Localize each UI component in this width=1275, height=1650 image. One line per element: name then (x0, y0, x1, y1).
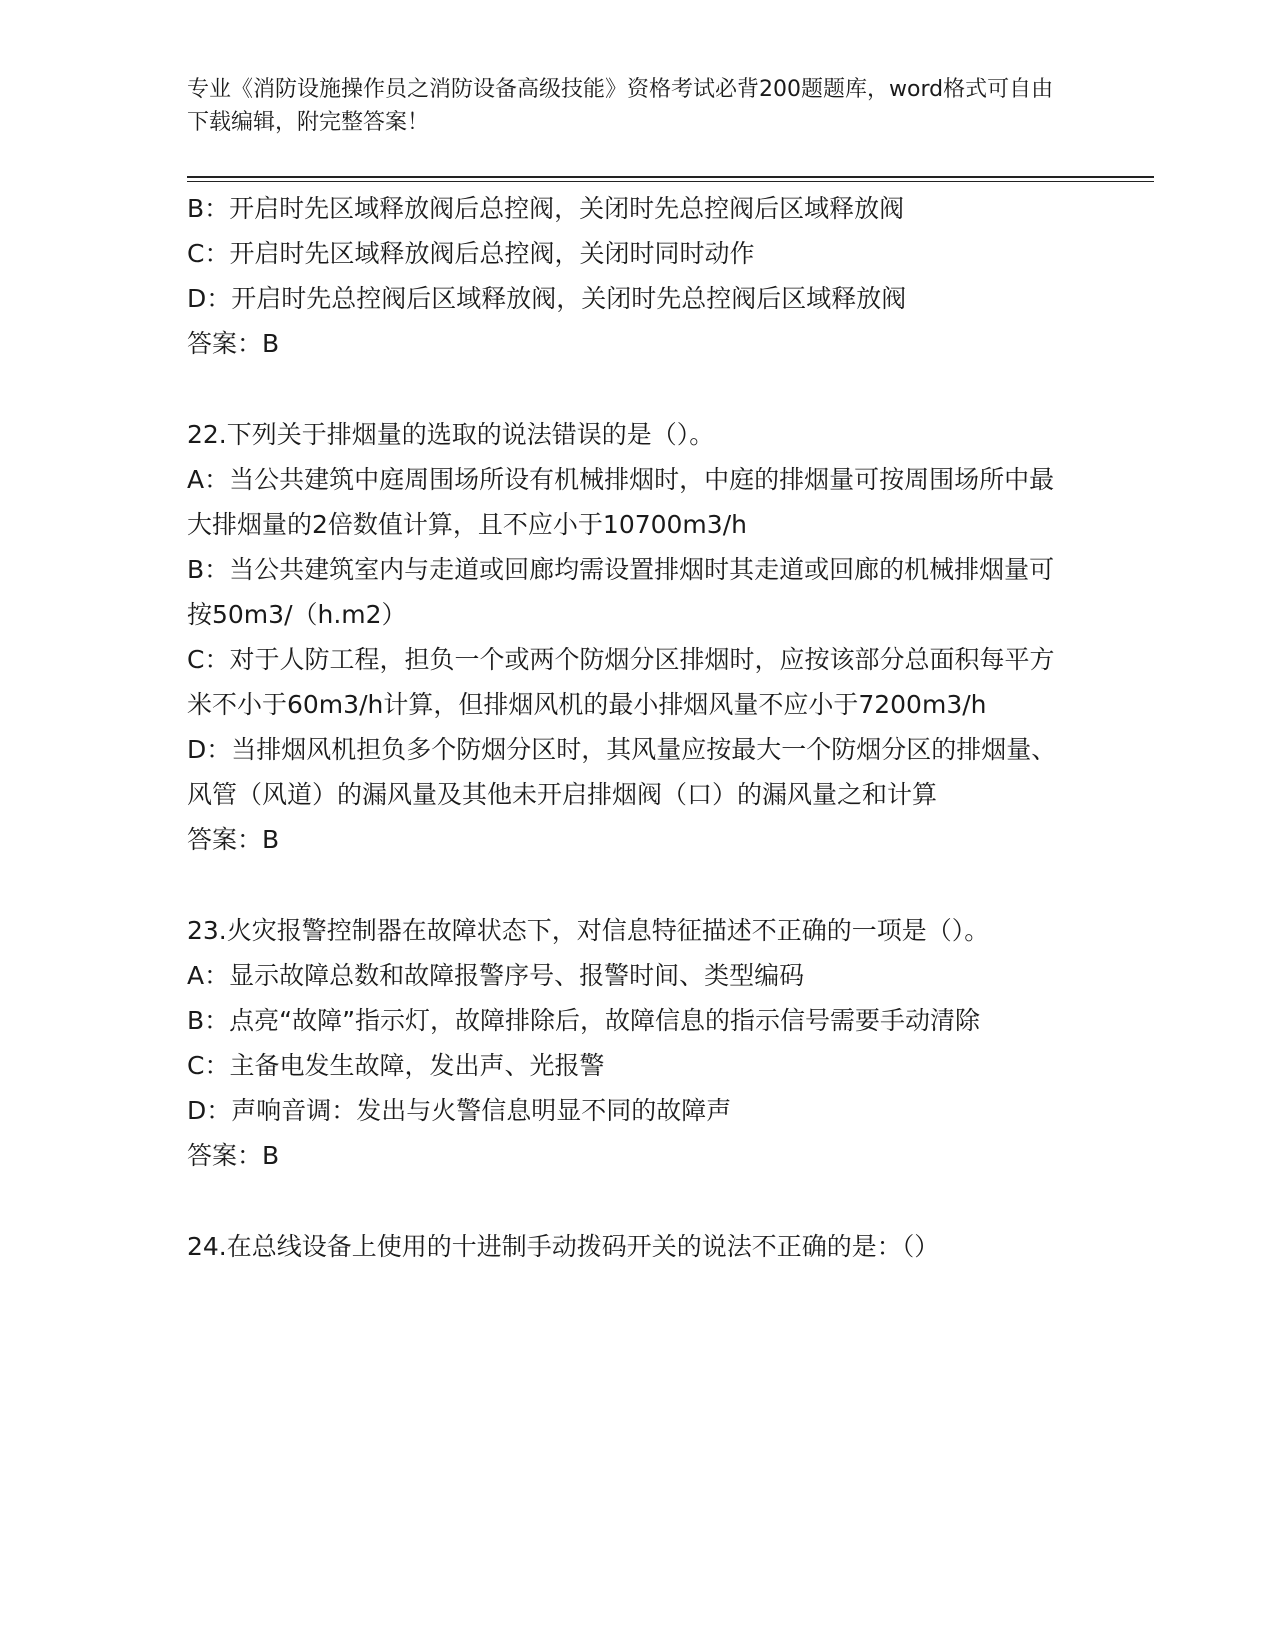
option-c: C：主备电发生故障，发出声、光报警 (187, 1051, 605, 1080)
option-a: A：显示故障总数和故障报警序号、报警时间、类型编码 (187, 961, 805, 990)
question-stem: 22.下列关于排烟量的选取的说法错误的是（）。 (187, 420, 715, 449)
option-d: D：当排烟风机担负多个防烟分区时，其风量应按最大一个防烟分区的排烟量、风管（风道）的漏风量及其他未开启排烟阀（口）的漏风量之和计算 (187, 735, 1057, 809)
header-text: 专业《消防设施操作员之消防设备高级技能》资格考试必背200题题库，word格式可自由下载编辑，附完整答案！ (187, 77, 1054, 135)
option-b: B：当公共建筑室内与走道或回廊均需设置排烟时其走道或回廊的机械排烟量可按50m3/（h.m2） (187, 555, 1055, 629)
question-24 (187, 1224, 1077, 1269)
header-rule-thick (187, 176, 1154, 178)
option-c: C：开启时先区域释放阀后总控阀，关闭时同时动作 (187, 239, 755, 268)
question-21-tail (187, 186, 1077, 366)
answer: 答案：B (187, 329, 280, 358)
option-d: D：声响音调：发出与火警信息明显不同的故障声 (187, 1096, 732, 1125)
option-a: A：当公共建筑中庭周围场所设有机械排烟时，中庭的排烟量可按周围场所中最大排烟量的2倍数值计算，且不应小于10700m3/h (187, 465, 1055, 539)
option-b: B：开启时先区域释放阀后总控阀，关闭时先总控阀后区域释放阀 (187, 194, 905, 223)
option-c: C：对于人防工程，担负一个或两个防烟分区排烟时，应按该部分总面积每平方米不小于60m3/h计算，但排烟风机的最小排烟风量不应小于7200m3/h (187, 645, 1055, 719)
answer: 答案：B (187, 825, 280, 854)
document-header (187, 73, 1067, 139)
option-d: D：开启时先总控阀后区域释放阀，关闭时先总控阀后区域释放阀 (187, 284, 907, 313)
question-content (187, 186, 1077, 1269)
option-b: B：点亮“故障”指示灯，故障排除后，故障信息的指示信号需要手动清除 (187, 1006, 981, 1035)
header-rule-thin (187, 181, 1154, 182)
answer: 答案：B (187, 1141, 280, 1170)
question-23 (187, 908, 1077, 1178)
question-stem: 24.在总线设备上使用的十进制手动拨码开关的说法不正确的是：（） (187, 1232, 940, 1261)
question-22 (187, 412, 1077, 862)
question-stem: 23.火灾报警控制器在故障状态下，对信息特征描述不正确的一项是（）。 (187, 916, 990, 945)
